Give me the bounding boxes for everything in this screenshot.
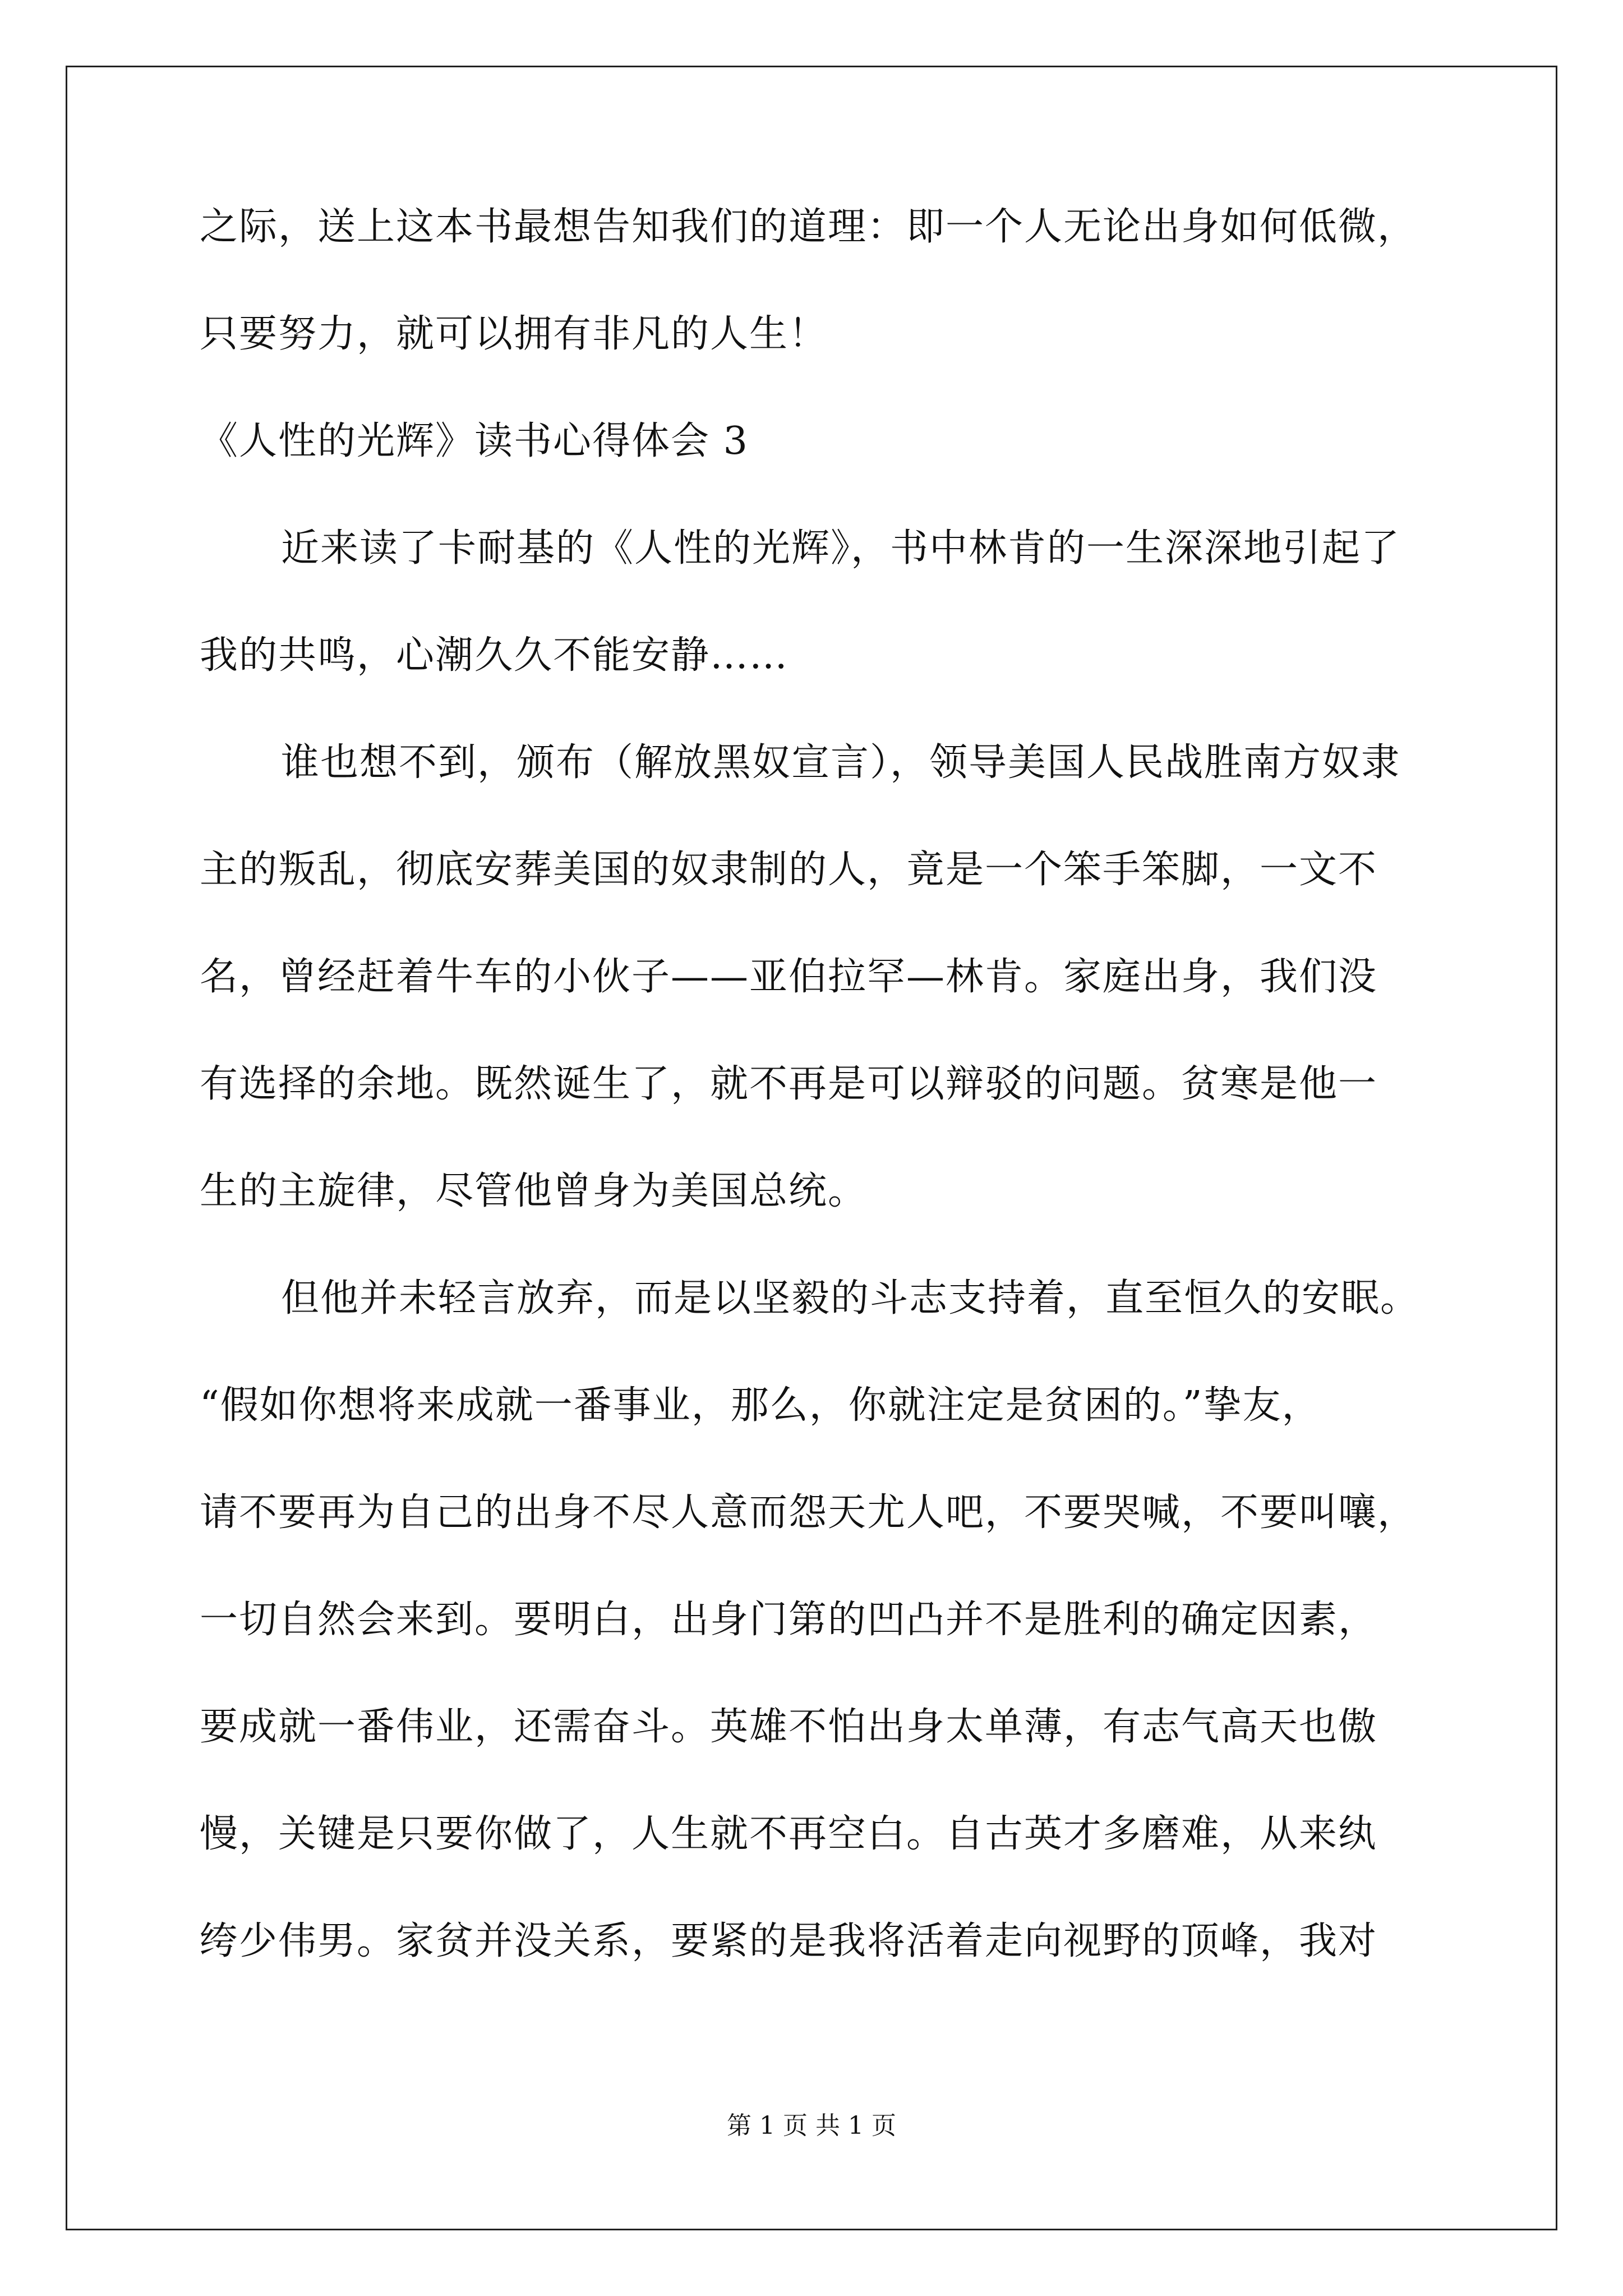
document-body [200, 202, 1456, 1967]
text-line: 生的主旋律，尽管他曾身为美国总统。 [200, 1169, 868, 1213]
text-line: 之际，送上这本书最想告知我们的道理：即一个人无论出身如何低微， [200, 205, 1417, 249]
text-line: “假如你想将来成就一番事业，那么，你就注定是贫困的。”挚友， [200, 1383, 1321, 1428]
section-heading: 《人性的光辉》读书心得体会 3 [200, 419, 749, 463]
paragraph-first-line: 但他并未轻言放弃，而是以坚毅的斗志支持着，直至恒久的安眠。 [281, 1276, 1420, 1320]
paragraph-first-line: 近来读了卡耐基的《人性的光辉》，书中林肯的一生深深地引起了 [281, 526, 1401, 570]
text-line: 请不要再为自己的出身不尽人意而怨天尤人吧，不要哭喊，不要叫嚷， [200, 1490, 1417, 1535]
text-line: 我的共鸣，心潮久久不能安静…… [200, 633, 789, 678]
paragraph-first-line: 谁也想不到，颁布（解放黑奴宣言），领导美国人民战胜南方奴隶 [281, 740, 1401, 785]
text-line: 有选择的余地。既然诞生了，就不再是可以辩驳的问题。贫寒是他一 [200, 1062, 1378, 1106]
text-line: 主的叛乱，彻底安葬美国的奴隶制的人，竟是一个笨手笨脚，一文不 [200, 848, 1378, 892]
text-line: 只要努力，就可以拥有非凡的人生！ [200, 312, 828, 356]
text-line: 一切自然会来到。要明白，出身门第的凹凸并不是胜利的确定因素， [200, 1598, 1378, 1642]
text-line: 慢，关键是只要你做了，人生就不再空白。自古英才多磨难，从来纨 [200, 1812, 1378, 1856]
page-footer: 第 1 页 共 1 页 [727, 2111, 896, 2140]
text-line: 绔少伟男。家贫并没关系，要紧的是我将活着走向视野的顶峰，我对 [200, 1919, 1378, 1963]
text-line: 要成就一番伟业，还需奋斗。英雄不怕出身太单薄，有志气高天也傲 [200, 1705, 1378, 1749]
text-line: 名，曾经赶着牛车的小伙子——亚伯拉罕—林肯。家庭出身，我们没 [200, 955, 1378, 999]
